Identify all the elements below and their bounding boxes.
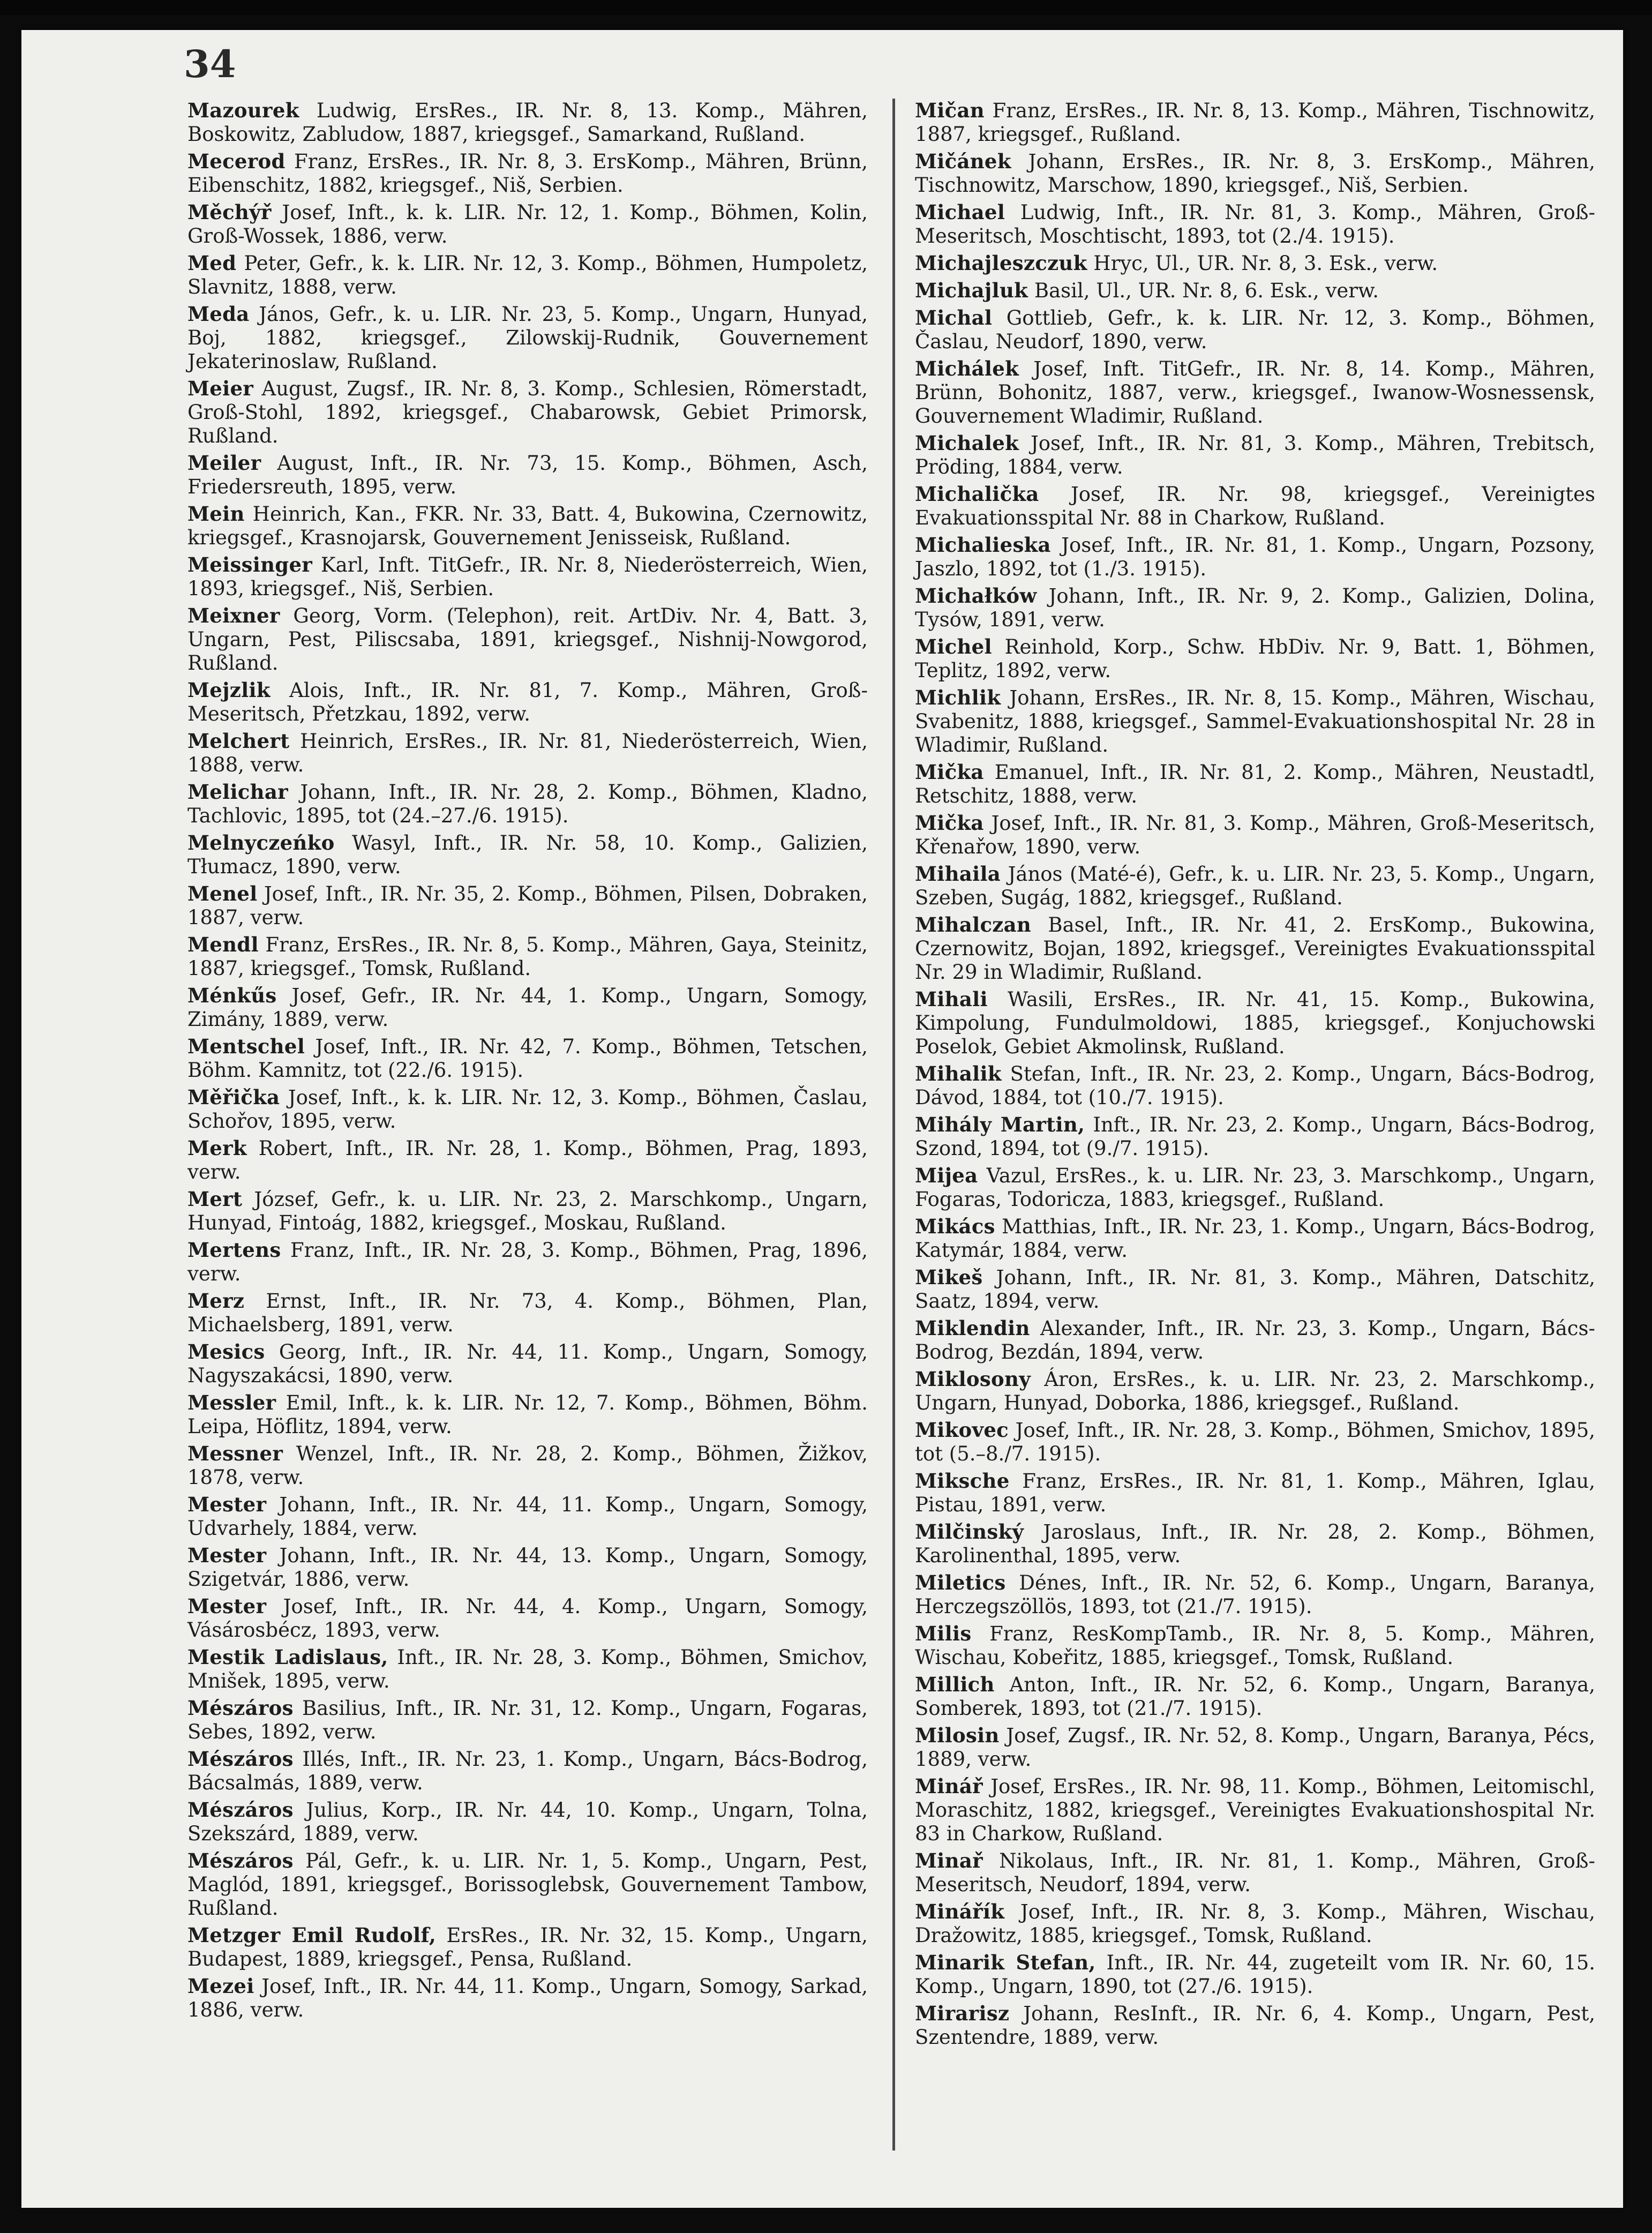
column-divider <box>892 99 895 2150</box>
list-item <box>915 1571 1595 1618</box>
entry-surname: Mazourek <box>187 99 299 122</box>
entry-surname: Mejzlik <box>187 678 271 702</box>
entry-surname: Mikács <box>915 1215 995 1238</box>
entry-details: Ludwig, ErsRes., IR. Nr. 8, 13. Komp., Mähren, Boskowitz, Zabludow, 1887, kriegsgef., Samarkand, Rußland. <box>187 99 868 146</box>
entry-surname: Mirarisz <box>915 2002 1010 2025</box>
list-item <box>187 933 868 980</box>
entry-details: Josef, Inft., k. k. LIR. Nr. 12, 3. Komp., Böhmen, Časlau, Schořov, 1895, verw. <box>187 1086 868 1133</box>
entry-details: Josef, Inft., IR. Nr. 42, 7. Komp., Böhmen, Tetschen, Böhm. Kamnitz, tot (22./6. 1915). <box>187 1035 868 1082</box>
list-item <box>915 1520 1595 1568</box>
left-column <box>187 99 868 2025</box>
list-item <box>915 1774 1595 1846</box>
entry-surname: Messner <box>187 1442 283 1465</box>
entry-details: Georg, Vorm. (Telephon), reit. ArtDiv. Nr. 4, Batt. 3, Ungarn, Pest, Piliscsaba, 1891, kriegsgef., Nishnij-Nowgorod, Rußland. <box>187 604 868 675</box>
entry-details: Alexander, Inft., IR. Nr. 23, 3. Komp., Ungarn, Bács-Bodrog, Bezdán, 1894, verw. <box>915 1317 1596 1363</box>
list-item <box>915 200 1595 248</box>
entry-surname: Měchýř <box>187 200 272 224</box>
entry-surname: Michalička <box>915 482 1039 506</box>
right-column <box>915 99 1595 2052</box>
entry-surname: Miklendin <box>915 1316 1030 1340</box>
entry-surname: Millich <box>915 1673 995 1696</box>
entry-surname: Mester <box>187 1493 267 1516</box>
entry-surname: Milis <box>915 1622 972 1645</box>
entry-surname: Mička <box>915 811 984 835</box>
list-item <box>187 1187 868 1235</box>
list-item <box>187 1543 868 1591</box>
entry-details: Emanuel, Inft., IR. Nr. 81, 2. Komp., Mähren, Neustadtl, Retschitz, 1888, verw. <box>915 761 1595 807</box>
entry-surname: Mészáros <box>187 1798 294 1822</box>
list-item <box>915 1062 1595 1110</box>
list-item <box>187 451 868 499</box>
entry-surname: Mesics <box>187 1340 265 1363</box>
entry-surname: Merz <box>187 1289 245 1313</box>
entry-surname: Milosin <box>915 1724 1000 1747</box>
entry-details: Franz, ResKompTamb., IR. Nr. 8, 5. Komp., Mähren, Wischau, Kobeřitz, 1885, kriegsgef., Tomsk, Rußland. <box>915 1622 1596 1669</box>
entry-surname: Mezei <box>187 1974 254 1998</box>
list-item <box>915 862 1595 910</box>
entry-details: Inft., IR. Nr. 28, 3. Komp., Böhmen, Smichov, Mnišek, 1895, verw. <box>187 1646 868 1692</box>
entry-surname: Med <box>187 251 237 275</box>
entry-details: Josef, Inft., IR. Nr. 8, 3. Komp., Mähren, Wischau, Dražowitz, 1885, kriegsgef., Tomsk, Rußland. <box>915 1900 1595 1947</box>
list-item <box>915 760 1595 808</box>
list-item <box>187 1442 868 1489</box>
list-item <box>187 1493 868 1540</box>
entry-details: Franz, ErsRes., IR. Nr. 8, 5. Komp., Mähren, Gaya, Steinitz, 1887, kriegsgef., Tomsk, Rußland. <box>187 933 868 980</box>
entry-details: Johann, ErsRes., IR. Nr. 8, 15. Komp., Mähren, Wischau, Svabenitz, 1888, kriegsgef., Sammel-Evakuationshospital Nr. 28 in Wladimir, Rußland. <box>915 686 1595 756</box>
entry-surname: Metzger Emil Rudolf, <box>187 1923 437 1947</box>
list-item <box>187 553 868 601</box>
entry-surname: Meda <box>187 302 250 326</box>
entry-details: Ernst, Inft., IR. Nr. 73, 4. Komp., Böhmen, Plan, Michaelsberg, 1891, verw. <box>187 1290 868 1336</box>
entry-surname: Mecerod <box>187 149 286 173</box>
list-item <box>187 1798 868 1846</box>
entry-surname: Mészáros <box>187 1696 294 1720</box>
entry-details: Ludwig, Inft., IR. Nr. 81, 3. Komp., Mähren, Groß-Meseritsch, Moschtischt, 1893, tot (2./4. 1915). <box>915 201 1595 248</box>
entry-surname: Mert <box>187 1187 243 1211</box>
entry-surname: Mihaila <box>915 862 1001 886</box>
entry-details: Basil, Ul., UR. Nr. 8, 6. Esk., verw. <box>1034 279 1379 302</box>
entry-details: Josef, ErsRes., IR. Nr. 98, 11. Komp., Böhmen, Leitomischl, Moraschitz, 1882, kriegsgef., Vereinigtes Evakuationshospital Nr. 83 in Charkow, Rußland. <box>915 1775 1595 1845</box>
entry-surname: Mihali <box>915 987 988 1011</box>
entry-details: Johann, Inft., IR. Nr. 44, 13. Komp., Ungarn, Somogy, Szigetvár, 1886, verw. <box>187 1544 868 1591</box>
entry-surname: Mičan <box>915 99 985 122</box>
list-item <box>187 1136 868 1184</box>
entry-surname: Meiler <box>187 451 261 475</box>
list-item <box>187 1391 868 1438</box>
entry-surname: Minař <box>915 1849 983 1872</box>
list-item <box>915 584 1595 632</box>
list-item <box>915 987 1595 1059</box>
entry-details: Josef, Gefr., IR. Nr. 44, 1. Komp., Ungarn, Somogy, Zimány, 1889, verw. <box>187 984 868 1031</box>
list-item <box>187 729 868 777</box>
entry-details: Franz, ErsRes., IR. Nr. 8, 13. Komp., Mähren, Tischnowitz, 1887, kriegsgef., Rußland. <box>915 99 1595 146</box>
entry-details: Josef, Zugsf., IR. Nr. 52, 8. Komp., Ungarn, Baranya, Pécs, 1889, verw. <box>915 1724 1595 1771</box>
entry-details: Josef, Inft., IR. Nr. 81, 3. Komp., Mähren, Trebitsch, Pröding, 1884, verw. <box>915 432 1595 478</box>
entry-details: Franz, Inft., IR. Nr. 28, 3. Komp., Böhmen, Prag, 1896, verw. <box>187 1239 868 1285</box>
list-item <box>915 279 1595 303</box>
entry-surname: Mičánek <box>915 149 1011 173</box>
list-item <box>915 686 1595 757</box>
entry-surname: Mihalczan <box>915 913 1032 936</box>
list-item <box>187 1238 868 1286</box>
entry-surname: Mihalik <box>915 1062 1002 1085</box>
entry-surname: Michalieska <box>915 533 1051 557</box>
list-item <box>187 149 868 197</box>
entry-surname: Michalek <box>915 431 1019 455</box>
entry-surname: Mentschel <box>187 1035 305 1058</box>
document-page <box>21 30 1623 2208</box>
entry-details: Anton, Inft., IR. Nr. 52, 6. Komp., Ungarn, Baranya, Somberek, 1893, tot (21./7. 1915). <box>915 1673 1596 1720</box>
list-item <box>187 604 868 675</box>
list-item <box>915 306 1595 354</box>
entry-details: Johann, Inft., IR. Nr. 44, 11. Komp., Ungarn, Somogy, Udvarhely, 1884, verw. <box>187 1493 868 1540</box>
entry-details: Georg, Inft., IR. Nr. 44, 11. Komp., Ungarn, Somogy, Nagyszakácsi, 1890, verw. <box>187 1340 868 1387</box>
entry-details: Johann, Inft., IR. Nr. 81, 3. Komp., Mähren, Datschitz, Saatz, 1894, verw. <box>915 1266 1595 1313</box>
list-item <box>187 1645 868 1693</box>
entry-surname: Minář <box>915 1774 983 1798</box>
entry-surname: Mester <box>187 1594 267 1618</box>
list-item <box>915 1367 1595 1415</box>
entry-details: Vazul, ErsRes., k. u. LIR. Nr. 23, 3. Marschkomp., Ungarn, Fogaras, Todoricza, 1883, kriegsgef., Rußland. <box>915 1164 1595 1211</box>
list-item <box>915 431 1595 479</box>
entry-surname: Melnyczeńko <box>187 831 335 855</box>
entry-details: Franz, ErsRes., IR. Nr. 81, 1. Komp., Mähren, Iglau, Pistau, 1891, verw. <box>915 1470 1595 1516</box>
entry-surname: Milčinský <box>915 1520 1024 1543</box>
entry-details: Robert, Inft., IR. Nr. 28, 1. Komp., Böhmen, Prag, 1893, verw. <box>187 1137 868 1183</box>
list-item <box>187 502 868 550</box>
entry-details: August, Inft., IR. Nr. 73, 15. Komp., Böhmen, Asch, Friedersreuth, 1895, verw. <box>187 452 868 498</box>
entry-surname: Mészáros <box>187 1747 294 1771</box>
list-item <box>915 1849 1595 1897</box>
list-item <box>187 1747 868 1795</box>
entry-surname: Mendl <box>187 933 259 956</box>
entry-surname: Merk <box>187 1136 247 1160</box>
entry-details: Heinrich, Kan., FKR. Nr. 33, Batt. 4, Bukowina, Czernowitz, kriegsgef., Krasnojarsk, Gouvernement Jenisseisk, Rußland. <box>187 503 868 549</box>
entry-details: Inft., IR. Nr. 23, 2. Komp., Ungarn, Bács-Bodrog, Szond, 1894, tot (9./7. 1915). <box>915 1113 1595 1160</box>
list-item <box>915 1164 1595 1211</box>
entry-details: Karl, Inft. TitGefr., IR. Nr. 8, Niederösterreich, Wien, 1893, kriegsgef., Niš, Serbien. <box>187 553 868 600</box>
entry-details: Gottlieb, Gefr., k. k. LIR. Nr. 12, 3. Komp., Böhmen, Časlau, Neudorf, 1890, verw. <box>915 306 1595 353</box>
page-number: 34 <box>184 42 236 86</box>
entry-details: Emil, Inft., k. k. LIR. Nr. 12, 7. Komp., Böhmen, Böhm. Leipa, Höflitz, 1894, verw. <box>187 1391 868 1438</box>
list-item <box>915 1316 1595 1364</box>
entry-surname: Měřička <box>187 1085 280 1109</box>
entry-surname: Miksche <box>915 1469 1010 1493</box>
list-item <box>915 913 1595 984</box>
entry-surname: Miletics <box>915 1571 1006 1594</box>
entry-details: Matthias, Inft., IR. Nr. 23, 1. Komp., Ungarn, Bács-Bodrog, Katymár, 1884, verw. <box>915 1215 1595 1262</box>
entry-details: János, Gefr., k. u. LIR. Nr. 23, 5. Komp., Ungarn, Hunyad, Boj, 1882, kriegsgef., Zilowskij-Rudnik, Gouvernement Jekaterinoslaw, Rußland. <box>187 303 868 373</box>
entry-surname: Michajleszczuk <box>915 251 1087 275</box>
entry-surname: Melichar <box>187 780 288 804</box>
entry-details: Hryc, Ul., UR. Nr. 8, 3. Esk., verw. <box>1093 252 1438 275</box>
list-item <box>187 99 868 146</box>
list-item <box>187 1340 868 1388</box>
entry-surname: Michajluk <box>915 279 1028 302</box>
entry-surname: Miklosony <box>915 1367 1031 1391</box>
list-item <box>915 1951 1595 1998</box>
entry-surname: Mihály Martin, <box>915 1113 1085 1136</box>
list-item <box>187 302 868 373</box>
entry-surname: Messler <box>187 1391 276 1414</box>
list-item <box>187 1849 868 1920</box>
entry-details: József, Gefr., k. u. LIR. Nr. 23, 2. Marschkomp., Ungarn, Hunyad, Fintoág, 1882, kriegsgef., Moskau, Rußland. <box>187 1188 868 1234</box>
entry-details: Peter, Gefr., k. k. LIR. Nr. 12, 3. Komp., Böhmen, Humpoletz, Slavnitz, 1888, verw. <box>187 252 868 298</box>
entry-surname: Menel <box>187 882 258 905</box>
entry-details: Inft., IR. Nr. 44, zugeteilt vom IR. Nr. 60, 15. Komp., Ungarn, 1890, tot (27./6. 1915). <box>915 1951 1595 1998</box>
list-item <box>187 882 868 930</box>
list-item <box>187 831 868 879</box>
entry-details: Jaroslaus, Inft., IR. Nr. 28, 2. Komp., Böhmen, Karolinenthal, 1895, verw. <box>915 1520 1595 1567</box>
list-item <box>915 357 1595 428</box>
entry-details: Basilius, Inft., IR. Nr. 31, 12. Komp., Ungarn, Fogaras, Sebes, 1892, verw. <box>187 1697 868 1743</box>
entry-details: Basel, Inft., IR. Nr. 41, 2. ErsKomp., Bukowina, Czernowitz, Bojan, 1892, kriegsgef., Vereinigtes Evakuationsspital Nr. 29 in Wladimir, Rußland. <box>915 913 1596 984</box>
list-item <box>187 200 868 248</box>
list-item <box>915 1418 1595 1466</box>
entry-surname: Michlik <box>915 686 1001 709</box>
entry-surname: Melchert <box>187 729 290 753</box>
list-item <box>915 1900 1595 1947</box>
entry-surname: Mička <box>915 760 984 784</box>
list-item <box>187 1289 868 1337</box>
entry-surname: Ménkűs <box>187 984 277 1007</box>
entry-details: Heinrich, ErsRes., IR. Nr. 81, Niederösterreich, Wien, 1888, verw. <box>187 730 868 776</box>
list-item <box>915 99 1595 146</box>
entry-details: Josef, Inft., IR. Nr. 35, 2. Komp., Böhmen, Pilsen, Dobraken, 1887, verw. <box>187 882 868 929</box>
entry-details: János (Maté-é), Gefr., k. u. LIR. Nr. 23, 5. Komp., Ungarn, Szeben, Sugág, 1882, kriegsgef., Rußland. <box>915 863 1596 909</box>
entry-details: Wasili, ErsRes., IR. Nr. 41, 15. Komp., Bukowina, Kimpolung, Fundulmoldowi, 1885, kriegsgef., Konjuchowski Poselok, Gebiet Akmolinsk, Rußland. <box>915 988 1595 1058</box>
entry-details: Nikolaus, Inft., IR. Nr. 81, 1. Komp., Mähren, Groß-Meseritsch, Neudorf, 1894, verw. <box>915 1849 1595 1896</box>
entry-details: Josef, Inft., IR. Nr. 81, 1. Komp., Ungarn, Pozsony, Jaszlo, 1892, tot (1./3. 1915). <box>915 534 1595 580</box>
list-item <box>915 533 1595 581</box>
list-item <box>187 1923 868 1971</box>
entry-details: Josef, Inft. TitGefr., IR. Nr. 8, 14. Komp., Mähren, Brünn, Bohonitz, 1887, verw., kriegsgef., Iwanow-Wosnessensk, Gouvernement Wladimir, Rußland. <box>915 357 1595 428</box>
entry-surname: Michal <box>915 306 993 329</box>
entry-details: Josef, Inft., IR. Nr. 81, 3. Komp., Mähren, Groß-Meseritsch, Křenařow, 1890, verw. <box>915 812 1595 858</box>
list-item <box>915 149 1595 197</box>
entry-details: Wenzel, Inft., IR. Nr. 28, 2. Komp., Böhmen, Žižkov, 1878, verw. <box>187 1442 868 1489</box>
entry-surname: Michel <box>915 635 992 658</box>
entry-surname: Mestik Ladislaus, <box>187 1645 388 1669</box>
list-item <box>187 1974 868 2022</box>
list-item <box>187 1035 868 1082</box>
entry-details: Alois, Inft., IR. Nr. 81, 7. Komp., Mähren, Groß-Meseritsch, Přetzkau, 1892, verw. <box>187 679 868 725</box>
entry-surname: Michael <box>915 200 1005 224</box>
list-item <box>187 678 868 726</box>
entry-details: Wasyl, Inft., IR. Nr. 58, 10. Komp., Galizien, Tłumacz, 1890, verw. <box>187 831 868 878</box>
entry-details: Johann, Inft., IR. Nr. 28, 2. Komp., Böhmen, Kladno, Tachlovic, 1895, tot (24.–27./6. 1915). <box>187 781 868 827</box>
list-item <box>187 1594 868 1642</box>
entry-details: Dénes, Inft., IR. Nr. 52, 6. Komp., Ungarn, Baranya, Herczegszöllös, 1893, tot (21./7. 1915). <box>915 1571 1596 1618</box>
entry-details: Josef, Inft., IR. Nr. 44, 4. Komp., Ungarn, Somogy, Vásárosbécz, 1893, verw. <box>187 1595 868 1642</box>
entry-details: Reinhold, Korp., Schw. HbDiv. Nr. 9, Batt. 1, Böhmen, Teplitz, 1892, verw. <box>915 635 1595 682</box>
list-item <box>915 2002 1595 2049</box>
entry-details: Julius, Korp., IR. Nr. 44, 10. Komp., Ungarn, Tolna, Szekszárd, 1889, verw. <box>187 1799 868 1845</box>
entry-details: August, Zugsf., IR. Nr. 8, 3. Komp., Schlesien, Römerstadt, Groß-Stohl, 1892, kriegsgef., Chabarowsk, Gebiet Primorsk, Rußland. <box>187 377 868 447</box>
list-item <box>915 635 1595 683</box>
list-item <box>187 780 868 828</box>
entry-surname: Mikovec <box>915 1418 1009 1442</box>
entry-surname: Minářík <box>915 1900 1005 1923</box>
list-item <box>915 1265 1595 1313</box>
list-item <box>187 1696 868 1744</box>
entry-details: Pál, Gefr., k. u. LIR. Nr. 1, 5. Komp., Ungarn, Pest, Maglód, 1891, kriegsgef., Borissoglebsk, Gouvernement Tambow, Rußland. <box>187 1849 868 1920</box>
entry-details: Johann, ResInft., IR. Nr. 6, 4. Komp., Ungarn, Pest, Szentendre, 1889, verw. <box>915 2002 1595 2049</box>
scan-border <box>0 0 1652 15</box>
entry-details: Josef, Inft., IR. Nr. 44, 11. Komp., Ungarn, Somogy, Sarkad, 1886, verw. <box>187 1975 868 2021</box>
list-item <box>915 1622 1595 1669</box>
list-item <box>915 251 1595 275</box>
entry-details: Josef, Inft., k. k. LIR. Nr. 12, 1. Komp., Böhmen, Kolin, Groß-Wossek, 1886, verw. <box>187 201 868 248</box>
entry-details: Franz, ErsRes., IR. Nr. 8, 3. ErsKomp., Mähren, Brünn, Eibenschitz, 1882, kriegsgef., Niš, Serbien. <box>187 150 868 197</box>
list-item <box>915 1469 1595 1517</box>
list-item <box>915 482 1595 530</box>
entry-surname: Minarik Stefan, <box>915 1951 1096 1974</box>
entry-details: ErsRes., IR. Nr. 32, 15. Komp., Ungarn, Budapest, 1889, kriegsgef., Pensa, Rußland. <box>187 1924 868 1970</box>
entry-details: Josef, Inft., IR. Nr. 28, 3. Komp., Böhmen, Smichov, 1895, tot (5.–8./7. 1915). <box>915 1419 1595 1465</box>
entry-surname: Mikeš <box>915 1265 983 1289</box>
list-item <box>915 1673 1595 1720</box>
list-item <box>915 811 1595 859</box>
entry-details: Johann, Inft., IR. Nr. 9, 2. Komp., Galizien, Dolina, Tysów, 1891, verw. <box>915 585 1595 631</box>
list-item <box>915 1113 1595 1160</box>
entry-surname: Mészáros <box>187 1849 294 1872</box>
list-item <box>187 984 868 1031</box>
entry-surname: Mijea <box>915 1164 978 1187</box>
entry-surname: Meier <box>187 377 254 400</box>
entry-details: Illés, Inft., IR. Nr. 23, 1. Komp., Ungarn, Bács-Bodrog, Bácsalmás, 1889, verw. <box>187 1748 868 1794</box>
entry-details: Josef, IR. Nr. 98, kriegsgef., Vereinigtes Evakuationsspital Nr. 88 in Charkow, Rußland. <box>915 483 1596 529</box>
list-item <box>187 1085 868 1133</box>
entry-details: Áron, ErsRes., k. u. LIR. Nr. 23, 2. Marschkomp., Ungarn, Hunyad, Doborka, 1886, kriegsgef., Rußland. <box>915 1368 1596 1414</box>
list-item <box>915 1724 1595 1771</box>
list-item <box>187 251 868 299</box>
entry-surname: Michałków <box>915 584 1037 608</box>
entry-details: Johann, ErsRes., IR. Nr. 8, 3. ErsKomp., Mähren, Tischnowitz, Marschow, 1890, kriegsgef., Niš, Serbien. <box>915 150 1595 197</box>
entry-surname: Mertens <box>187 1238 281 1262</box>
list-item <box>915 1215 1595 1262</box>
entry-surname: Meissinger <box>187 553 313 576</box>
entry-surname: Mein <box>187 502 245 526</box>
entry-surname: Mester <box>187 1543 267 1567</box>
entry-details: Stefan, Inft., IR. Nr. 23, 2. Komp., Ungarn, Bács-Bodrog, Dávod, 1884, tot (10./7. 1915). <box>915 1062 1595 1109</box>
entry-surname: Michálek <box>915 357 1019 380</box>
entry-surname: Meixner <box>187 604 280 627</box>
list-item <box>187 377 868 448</box>
